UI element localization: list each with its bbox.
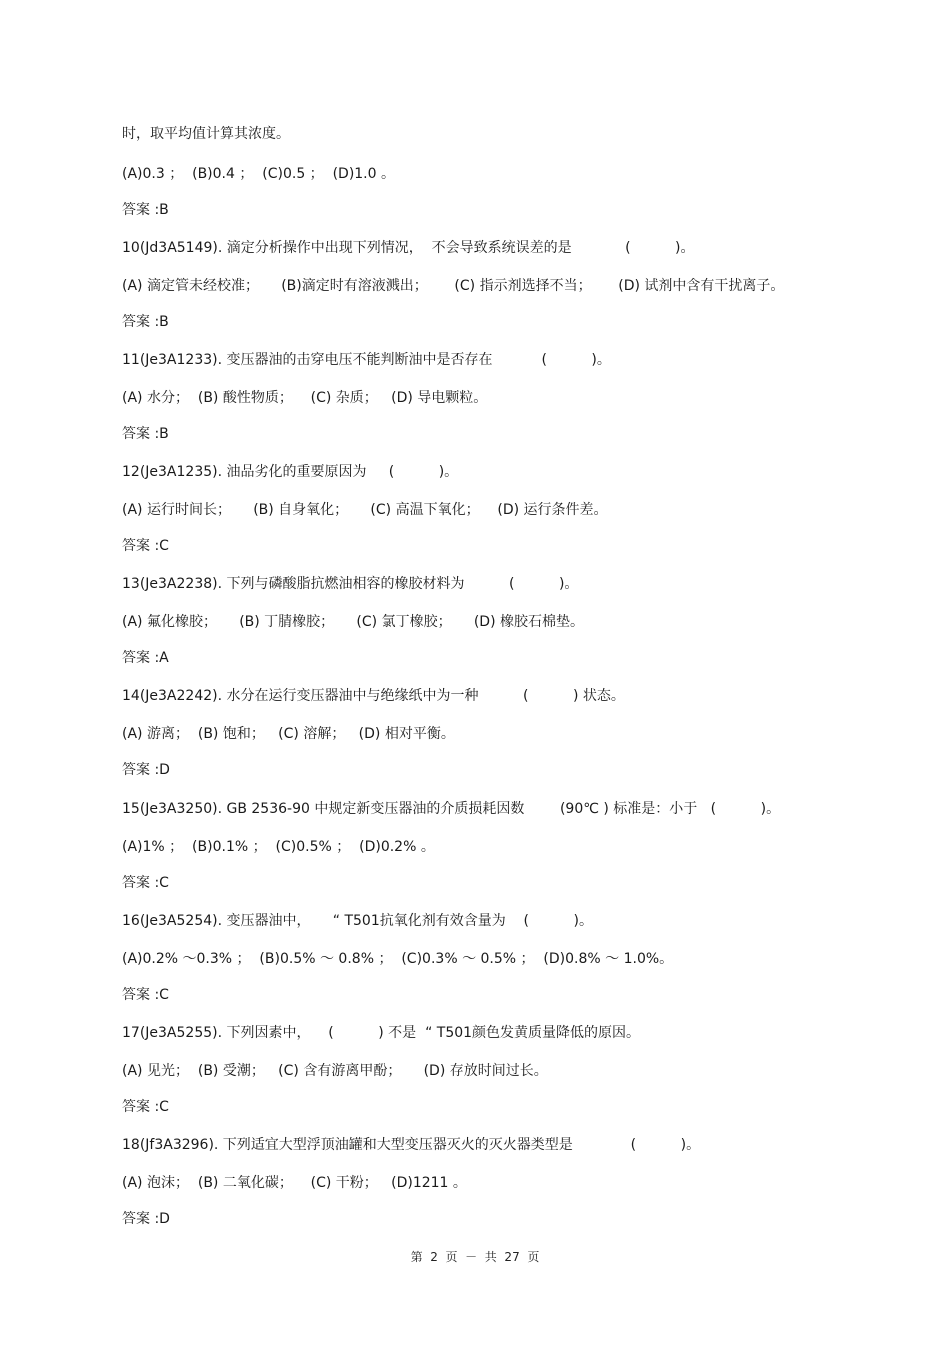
- question-line: 18(Jf3A3296). 下列适宜大型浮顶油罐和大型变压器灭火的灭火器类型是 ( )。: [122, 1137, 701, 1153]
- question-line: 13(Je3A2238). 下列与磷酸脂抗燃油相容的橡胶材料为 ( )。: [122, 576, 579, 592]
- answer-line: 答案 :C: [122, 875, 169, 891]
- answer-line: 答案 :B: [122, 426, 169, 442]
- question-line: 15(Je3A3250). GB 2536-90 中规定新变压器油的介质损耗因数 (90℃ ) 标准是：小于 ( )。: [122, 801, 781, 817]
- answer-line: 答案 :B: [122, 314, 169, 330]
- question-line: 17(Je3A5255). 下列因素中， ( ) 不是 “ T501颜色发黄质量降低的原因。: [122, 1025, 641, 1041]
- options-line: (A)0.2% ～0.3% ； (B)0.5% ～ 0.8% ； (C)0.3% ～ 0.5% ； (D)0.8% ～ 1.0%。: [122, 951, 674, 967]
- text-line: 时，取平均值计算其浓度。: [122, 126, 290, 142]
- answer-line: 答案 :B: [122, 202, 169, 218]
- question-line: 10(Jd3A5149). 滴定分析操作中出现下列情况， 不会导致系统误差的是 ( )。: [122, 240, 695, 256]
- options-line: (A) 游离； (B) 饱和； (C) 溶解； (D) 相对平衡。: [122, 726, 455, 742]
- question-line: 16(Je3A5254). 变压器油中， “ T501抗氧化剂有效含量为 ( )。: [122, 913, 593, 929]
- options-line: (A) 氟化橡胶； (B) 丁腈橡胶； (C) 氯丁橡胶； (D) 橡胶石棉垫。: [122, 614, 584, 630]
- answer-line: 答案 :D: [122, 762, 170, 778]
- options-line: (A) 见光； (B) 受潮； (C) 含有游离甲酚； (D) 存放时间过长。: [122, 1063, 548, 1079]
- options-line: (A)0.3 ； (B)0.4 ； (C)0.5 ； (D)1.0 。: [122, 166, 395, 182]
- options-line: (A) 水分； (B) 酸性物质； (C) 杂质； (D) 导电颗粒。: [122, 390, 488, 406]
- options-line: (A)1% ； (B)0.1% ； (C)0.5% ； (D)0.2% 。: [122, 839, 435, 855]
- answer-line: 答案 :A: [122, 650, 169, 666]
- answer-line: 答案 :C: [122, 538, 169, 554]
- options-line: (A) 泡沫； (B) 二氧化碳； (C) 干粉； (D)1211 。: [122, 1175, 467, 1191]
- options-line: (A) 运行时间长； (B) 自身氧化； (C) 高温下氧化； (D) 运行条件差。: [122, 502, 608, 518]
- options-line: (A) 滴定管未经校准； (B)滴定时有溶液溅出； (C) 指示剂选择不当； (D) 试剂中含有干扰离子。: [122, 278, 785, 294]
- question-line: 14(Je3A2242). 水分在运行变压器油中与绝缘纸中为一种 ( ) 状态。: [122, 688, 625, 704]
- question-line: 12(Je3A1235). 油品劣化的重要原因为 ( )。: [122, 464, 459, 480]
- answer-line: 答案 :C: [122, 1099, 169, 1115]
- page-footer: 第 2 页 － 共 27 页: [410, 1250, 540, 1264]
- answer-line: 答案 :C: [122, 987, 169, 1003]
- question-line: 11(Je3A1233). 变压器油的击穿电压不能判断油中是否存在 ( )。: [122, 352, 611, 368]
- answer-line: 答案 :D: [122, 1211, 170, 1227]
